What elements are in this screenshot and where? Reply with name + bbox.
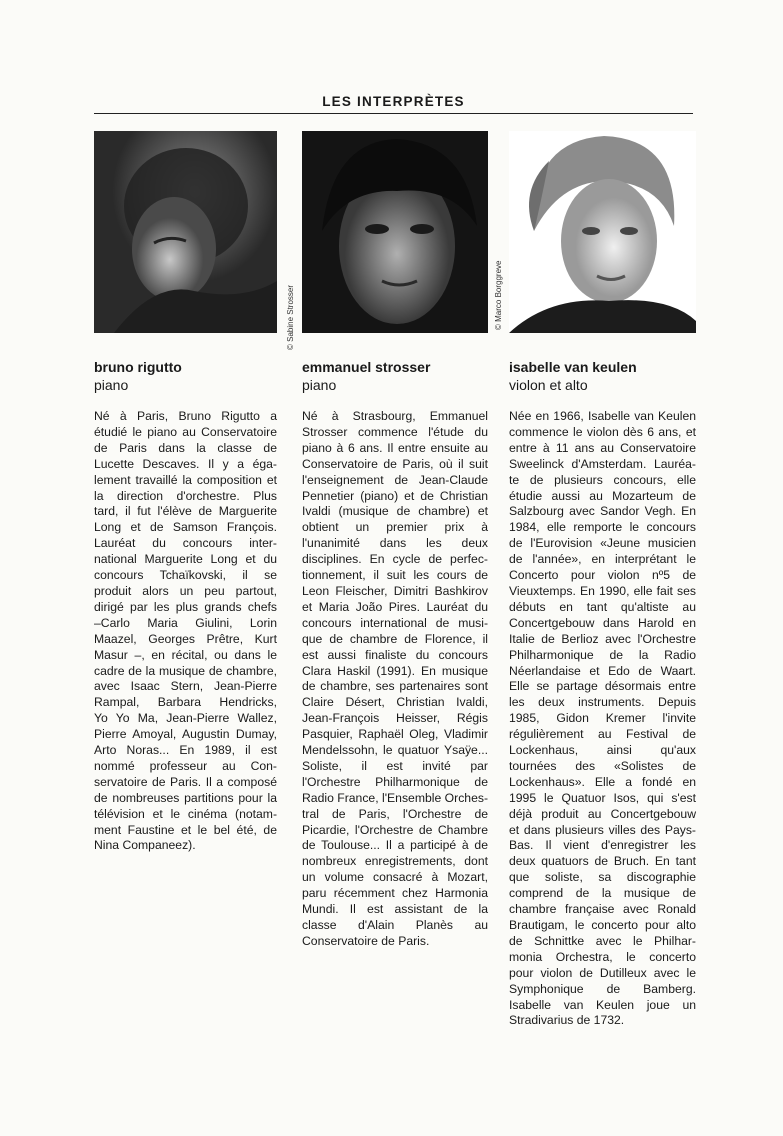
bio-line: national Marguerite Long et du (94, 552, 277, 567)
bio-line: deux quatuors de Bruch. En tant (509, 854, 696, 869)
portrait-photo-rigutto (94, 131, 277, 333)
artist-column-strosser (302, 131, 488, 950)
bio-line: Isabelle van Keulen joue un (509, 997, 696, 1012)
bio-line: Philharmonique de la Radio (509, 647, 696, 662)
bio-line: Mundi. Il est assistant de la (302, 902, 488, 917)
bio-line: Salzbourg avec Sandor Vegh. En (509, 504, 696, 519)
bio-line: concours Tchaïkovski, il se (94, 568, 277, 583)
artist-name: isabelle van keulen (509, 359, 637, 375)
bio-line: Ivaldi (musique de chambre) et (302, 504, 488, 519)
bio-line: Conservatoire de Paris. (302, 933, 430, 948)
bio-line: Né à Strasbourg, Emmanuel (302, 409, 488, 423)
bio-line: Pierre Amoyal, Augustin Dumay, (94, 727, 277, 742)
bio-line: de nombreuses partitions pour la (94, 790, 277, 805)
bio-line: l'enseignement de Jean-Claude (302, 472, 488, 487)
bio-line: nommé professeur au Con- (94, 758, 277, 773)
bio-line: Concerto pour violon nº5 de (509, 568, 696, 583)
bio-line: Strosser commence l'étude du (302, 424, 488, 439)
bio-line: Symphonique de Bamberg. (509, 981, 696, 996)
bio-line: cadre de la musique de chambre, (94, 663, 277, 678)
bio-line: débuts en tant qu'altiste au (509, 599, 696, 614)
photo-credit: © Sabine Strosser (286, 284, 295, 350)
bio-line: Maazel, Georges Prêtre, Kurt (94, 631, 277, 646)
bio-line: monia Orchestra, le concerto (509, 949, 696, 964)
artist-instrument: piano (94, 377, 129, 393)
bio-line: de l'année», en interprétant le (509, 552, 696, 567)
bio-line: régulièrement au Festival de (509, 727, 696, 742)
bio-line: tournées des «Solistes de (509, 758, 696, 773)
bio-line: Sweelinck d'Amsterdam. Lauréa- (509, 456, 696, 471)
bio-line: pour violon de Dutilleux avec le (509, 965, 696, 980)
bio-line: Pennetier (piano) et de Christian (302, 488, 488, 503)
bio-line: ment Faustine et le bel été, de (94, 822, 277, 837)
bio-line: Conservatoire de Paris, où il suit (302, 456, 488, 471)
bio-line: te de plusieurs concours, elle (509, 472, 696, 487)
bio-line: les deux instruments. Depuis (509, 695, 696, 710)
bio-line: Long et de Samson François. (94, 520, 277, 535)
bio-line: Italie de Berlioz avec l'Orchestre (509, 631, 696, 646)
bio-line: chambre française avec Ronald (509, 902, 696, 917)
bio-line: Bas. Il vient d'enregistrer les (509, 838, 696, 853)
bio-line: l'Orchestre Philharmonique de (302, 774, 488, 789)
bio-line: Brautigam, le concerto pour alto (509, 918, 696, 932)
bio-line: Soliste, il est invité par (302, 758, 488, 773)
bio-line: de Schnittke avec le Philhar- (509, 933, 696, 948)
bio-line: Néerlandaise et Edo de Waart. (509, 663, 696, 678)
bio-line: dirigé par les plus grands chefs (94, 599, 277, 614)
artist-name: emmanuel strosser (302, 359, 431, 375)
bio-line: Rampal, Barbara Hendricks, (94, 695, 277, 710)
bio-line: servatoire de Paris. Il a composé (94, 774, 277, 789)
bio-line: Jean-François Heisser, Régis (302, 711, 488, 726)
bio-line: Lucette Descaves. Il y a éga- (94, 456, 277, 471)
bio-line: Claire Désert, Christian Ivaldi, (302, 695, 488, 710)
bio-line: Elle se partage désormais entre (509, 679, 696, 694)
header-rule (94, 113, 693, 114)
bio-line: classe d'Alain Planès au (302, 918, 488, 932)
bio-line: comprend de la musique de (509, 886, 696, 901)
bio-line: tral de Paris, l'Orchestre de (302, 806, 488, 821)
bio-line: Pasquier, Raphaël Oleg, Vladimir (302, 727, 488, 742)
bio-line: Concertgebouw dans Harold en (509, 615, 696, 630)
bio-line: de l'Eurovision «Jeune musicien (509, 536, 696, 551)
bio-line: 1985, Gidon Kremer l'invite (509, 711, 696, 726)
artist-instrument: piano (302, 377, 337, 393)
bio-line: et dans plusieurs villes des Pays- (509, 822, 696, 837)
portrait-photo-strosser (302, 131, 488, 333)
bio-line: Masur –, en récital, ou dans le (94, 647, 277, 662)
bio-line: Yo Yo Ma, Jean-Pierre Wallez, (94, 711, 277, 726)
portrait-photo-van-keulen (509, 131, 696, 333)
bio-line: disciplines. En cycle de perfec- (302, 552, 488, 567)
bio-line: paru récemment chez Harmonia (302, 886, 488, 901)
bio-line: Né à Paris, Bruno Rigutto a (94, 409, 277, 423)
bio-line: produit alors un peu partout, (94, 583, 277, 598)
bio-line: que soliste, sa discographie (509, 870, 696, 885)
bio-line: avec Isaac Stern, Jean-Pierre (94, 679, 277, 694)
photo-credit: © Marco Borggreve (494, 260, 503, 330)
bio-line: l'unanimité dans les deux (302, 536, 488, 551)
bio-line: nombreux enregistrements, dont (302, 854, 488, 869)
artist-instrument: violon et alto (509, 377, 588, 393)
bio-line: et Maria João Pires. Lauréat du (302, 599, 488, 614)
bio-line: tionnement, il suit les cours de (302, 568, 488, 583)
artist-column-rigutto (94, 131, 277, 854)
bio-line: Née en 1966, Isabelle van Keulen (509, 409, 696, 423)
bio-line: Nina Companeez). (94, 838, 196, 853)
artist-bio (509, 409, 696, 1029)
artist-name: bruno rigutto (94, 359, 182, 375)
bio-line: Clara Haskil (1991). En musique (302, 663, 488, 678)
bio-line: de Paris dans la classe de (94, 440, 277, 455)
bio-line: 1995 le Quatuor Isos, qui s'est (509, 790, 696, 805)
bio-line: piano à 6 ans. Il entre ensuite au (302, 440, 488, 455)
bio-line: Arto Noras... En 1989, il est (94, 743, 277, 758)
bio-line: Radio France, l'Ensemble Orches- (302, 790, 488, 805)
bio-line: télévision et le cinéma (notam- (94, 806, 277, 821)
bio-line: entre à 11 ans au Conservatoire (509, 440, 696, 455)
artist-bio (94, 409, 277, 854)
bio-line: Lauréat du concours inter- (94, 536, 277, 551)
bio-line: est aussi finaliste du concours (302, 647, 488, 662)
bio-line: Leon Fleischer, Dimitri Bashkirov (302, 583, 488, 598)
artist-bio (302, 409, 488, 950)
artist-column-van-keulen (509, 131, 696, 1029)
bio-line: déjà produit au Concertgebouw (509, 806, 696, 821)
bio-line: commence le violon dès 6 ans, et (509, 424, 696, 439)
bio-line: concours international de musi- (302, 615, 488, 630)
bio-line: la direction d'orchestre. Plus (94, 488, 277, 503)
bio-line: que de chambre de Florence, il (302, 631, 488, 646)
bio-line: Stradivarius de 1732. (509, 1013, 625, 1028)
bio-line: Vieuxtemps. En 1990, elle fait ses (509, 583, 696, 598)
bio-line: de Toulouse... Il a participé à de (302, 838, 488, 853)
bio-line: de chambre, ses partenaires sont (302, 679, 488, 694)
bio-line: Lockenhaus, ainsi qu'aux (509, 743, 696, 758)
bio-line: étudie aussi au Mozarteum de (509, 488, 696, 503)
bio-line: obtient un premier prix à (302, 520, 488, 535)
bio-line: Lockenhaus». Elle a fondé en (509, 774, 696, 789)
section-title: LES INTERPRÈTES (322, 94, 465, 109)
bio-line: étudié le piano au Conservatoire (94, 424, 277, 439)
bio-line: tard, il fut l'élève de Marguerite (94, 504, 277, 519)
bio-line: Mendelssohn, le quatuor Ysaÿe... (302, 743, 488, 758)
bio-line: –Carlo Maria Giulini, Lorin (94, 615, 277, 630)
bio-line: 1984, elle remporte le concours (509, 520, 696, 535)
bio-line: lement travaillé la composition et (94, 472, 277, 487)
bio-line: Picardie, l'Orchestre de Chambre (302, 822, 488, 837)
bio-line: un volume consacré à Mozart, (302, 870, 488, 885)
